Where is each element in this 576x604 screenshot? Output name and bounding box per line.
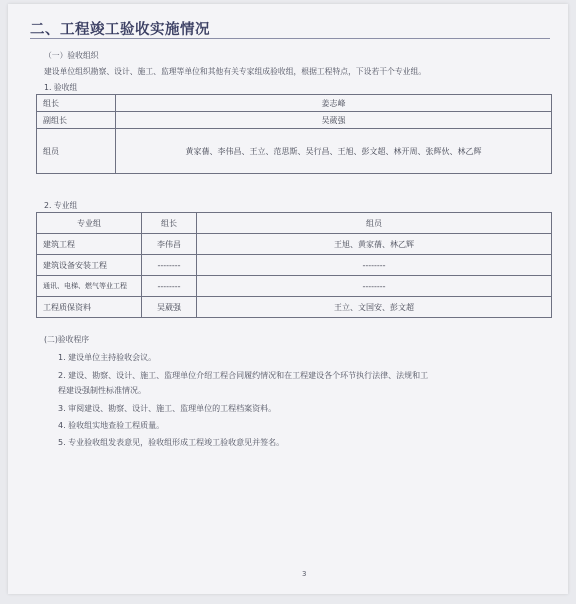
cell-leader: --------: [142, 276, 197, 297]
table-row: [37, 276, 552, 297]
cell-group: 建筑设备安装工程: [37, 255, 142, 276]
list-item: 程建设强制性标准情况。: [58, 386, 146, 395]
list-item: 3. 审阅建设、勘察、设计、施工、监理单位的工程档案资料。: [58, 404, 277, 413]
part1-subheading: 1. 验收组: [44, 83, 78, 92]
header-members: 组员: [197, 213, 552, 234]
list-item: 2. 建设、勘察、设计、施工、监理单位介绍工程合同履约情况和在工程建设各个环节执行法律、法规和工: [58, 371, 429, 380]
table-row: [37, 95, 552, 112]
table-row: [37, 297, 552, 318]
row-label: 组长: [37, 95, 116, 112]
row-label: 副组长: [37, 112, 116, 129]
cell-group: 建筑工程: [37, 234, 142, 255]
header-leader: 组长: [142, 213, 197, 234]
cell-members: --------: [197, 276, 552, 297]
cell-members: 王旭、黄家蒨、林乙辉: [197, 234, 552, 255]
part1-intro: 建设单位组织勘察、设计、施工、监理等单位和其他有关专家组成验收组，根据工程特点，下设若干个专业组。: [44, 67, 427, 76]
table-row: [37, 255, 552, 276]
table-row: [37, 112, 552, 129]
cell-leader: 李伟昌: [142, 234, 197, 255]
cell-members: 王立、文国安、彭文超: [197, 297, 552, 318]
document-page: [8, 4, 568, 594]
cell-leader: --------: [142, 255, 197, 276]
header-group: 专业组: [37, 213, 142, 234]
row-value: 黄家蒨、李伟昌、王立、范思斯、吴行昌、王旭、彭文超、林开周、张辉伙、林乙辉: [116, 129, 552, 174]
cell-group: 通讯、电梯、燃气等业工程: [37, 276, 142, 297]
cell-members: --------: [197, 255, 552, 276]
title-rule: [30, 38, 550, 39]
list-item: 4. 验收组实地查验工程质量。: [58, 421, 165, 430]
page-number: 3: [302, 570, 307, 578]
section-title: 二、工程竣工验收实施情况: [30, 22, 210, 38]
table-row: [37, 234, 552, 255]
inspection-group-table: [36, 94, 552, 174]
row-label: 组员: [37, 129, 116, 174]
list-item: 1. 建设单位主持验收会议。: [58, 353, 157, 362]
row-value: 吴葳强: [116, 112, 552, 129]
part1-heading: （一）验收组织: [44, 51, 99, 60]
cell-group: 工程质保资料: [37, 297, 142, 318]
row-value: 姜志峰: [116, 95, 552, 112]
part3-heading: (二)验收程序: [44, 335, 90, 344]
list-item: 5. 专业验收组发表意见，验收组形成工程竣工验收意见并签名。: [58, 438, 285, 447]
cell-leader: 吴葳强: [142, 297, 197, 318]
table-row: [37, 129, 552, 174]
professional-group-table: [36, 212, 552, 318]
part2-subheading: 2. 专业组: [44, 201, 78, 210]
table-header-row: [37, 213, 552, 234]
